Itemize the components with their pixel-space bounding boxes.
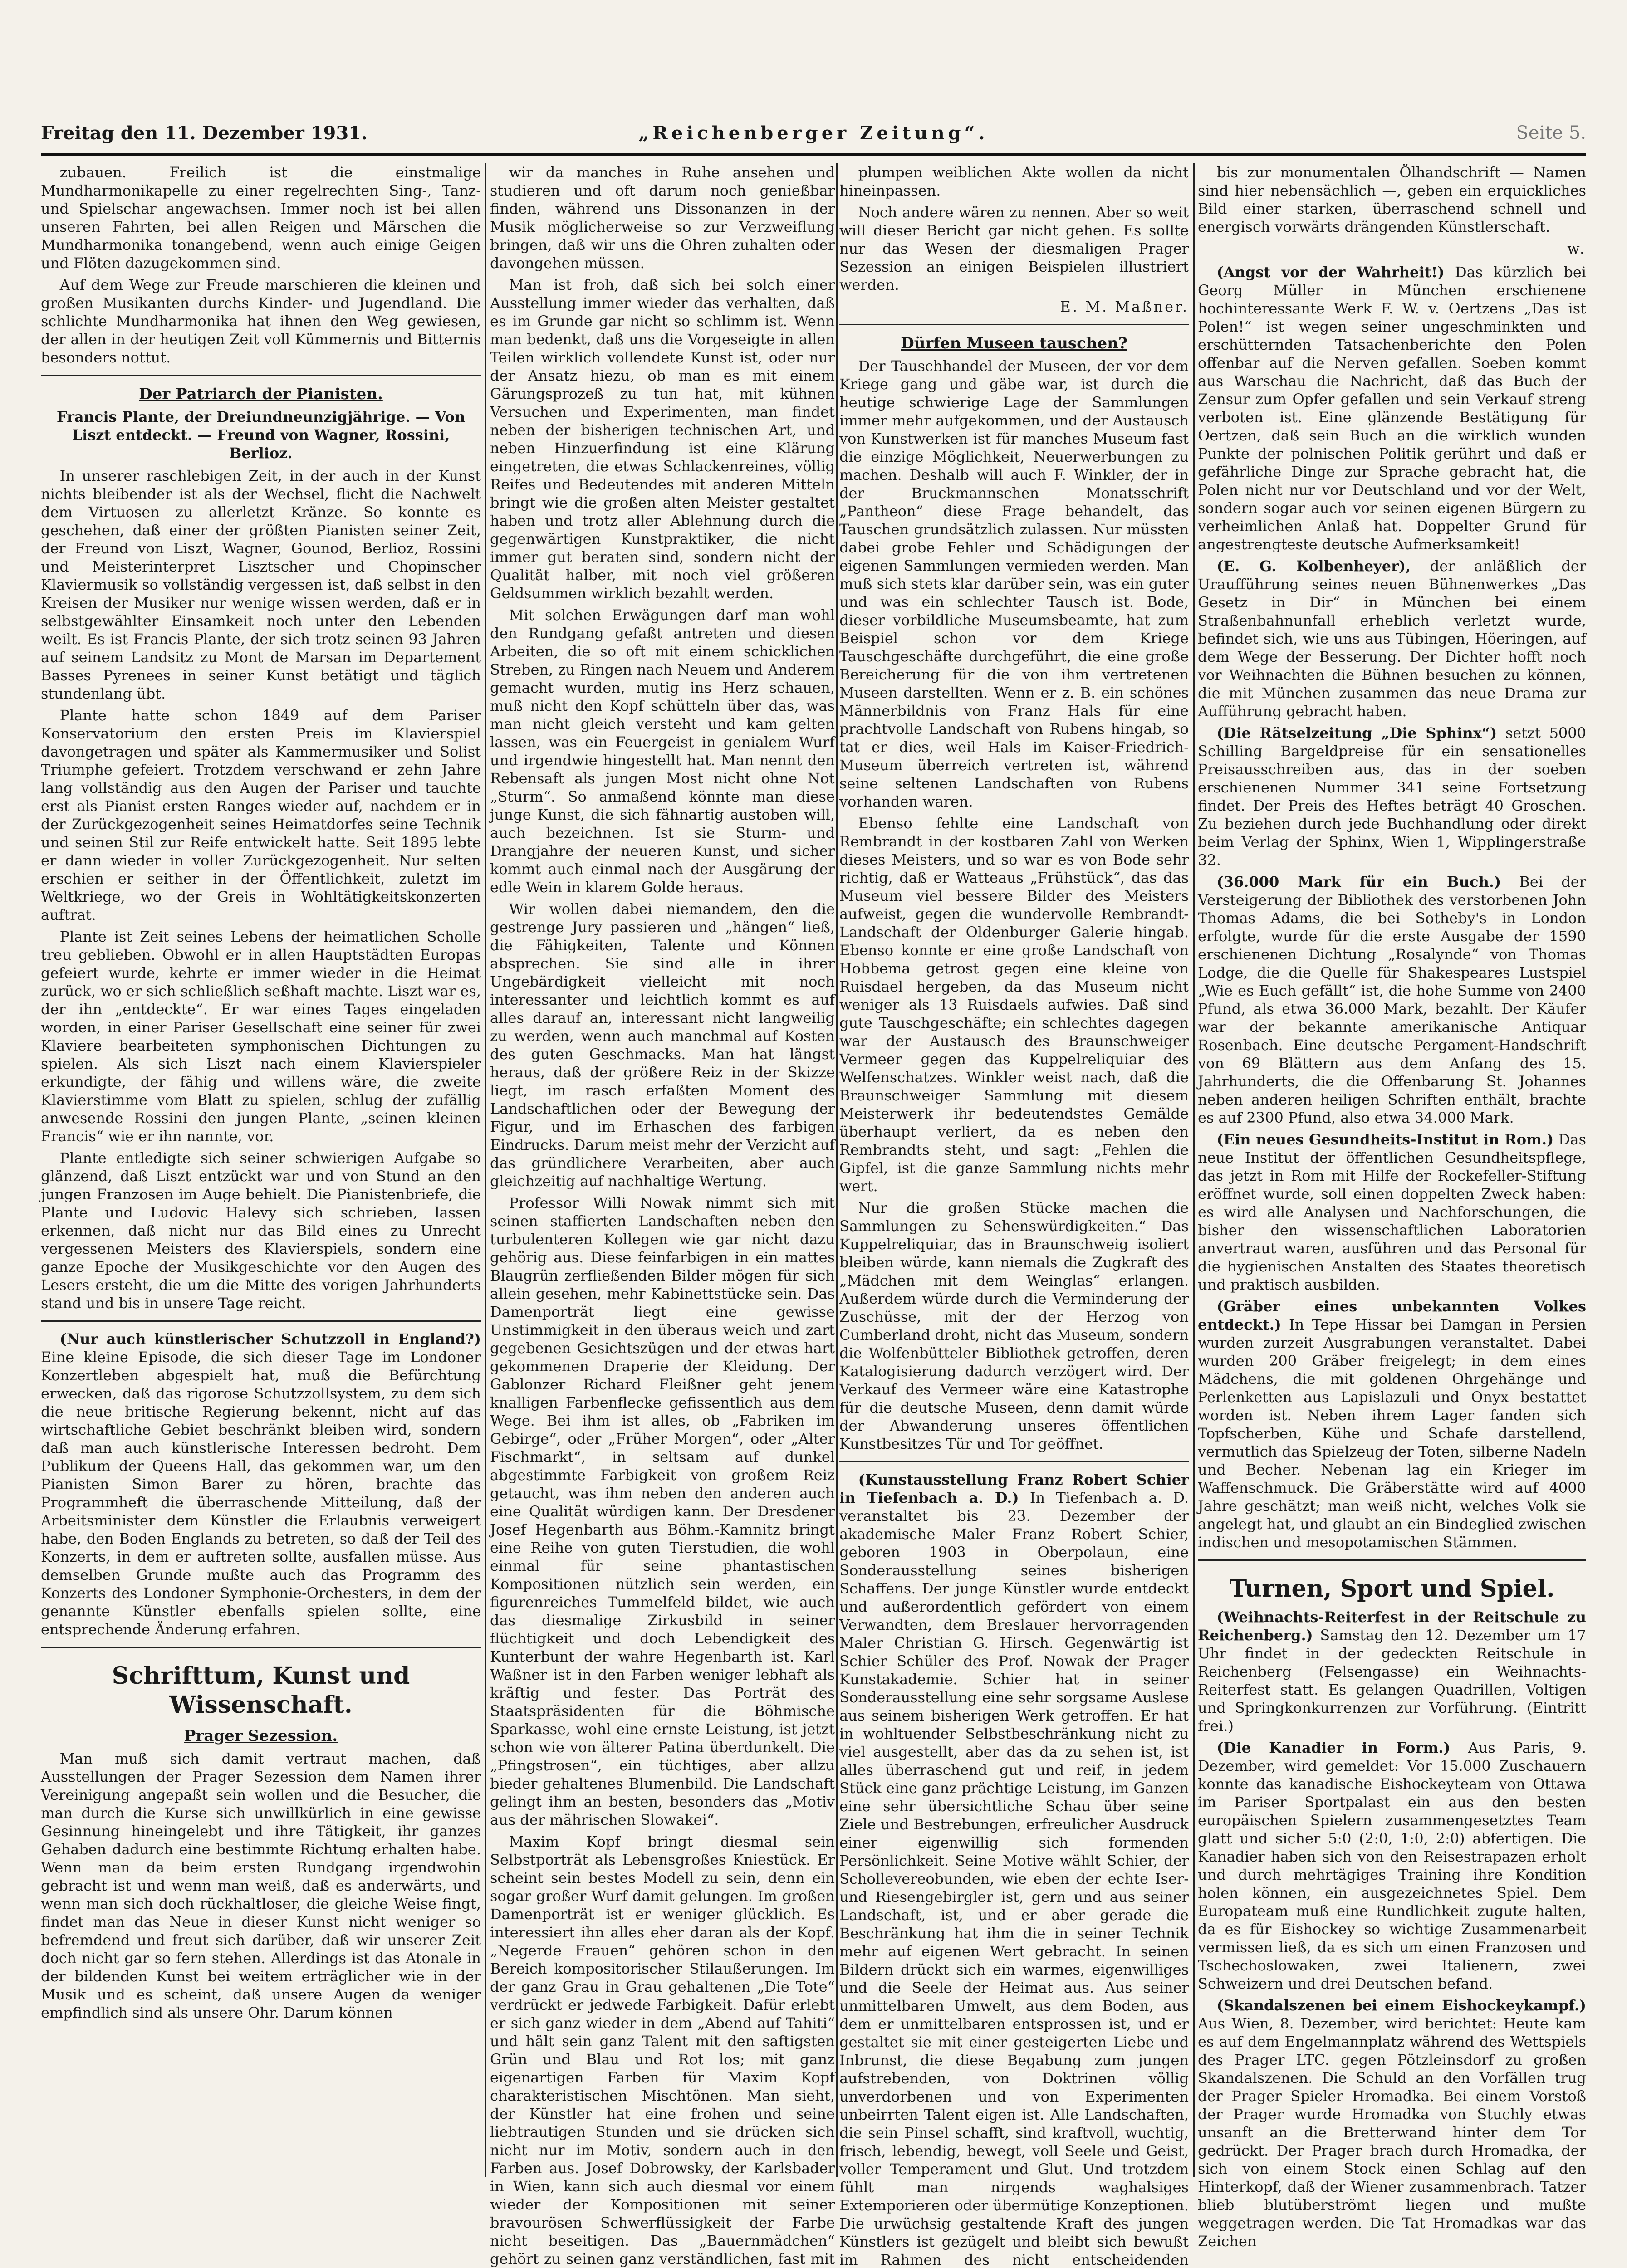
- running-head: [41, 122, 1586, 150]
- paragraph: wir da manches in Ruhe ansehen und studieren und oft darum noch genießbar finden, während uns Dissonanzen in der Musik möglicherweise so zur Verzweiflung bringen, daß wir uns die Ohren zuhalten oder davongehen müssen.: [490, 164, 835, 272]
- item-heading-sphinx: (Die Rätselzeitung „Die Sphinx“): [1216, 724, 1497, 742]
- item-heading-riding: (Weihnachts-Reiterfest in der Reitschule zu Reichenberg.): [1198, 1608, 1586, 1644]
- article-rule: [41, 1320, 481, 1322]
- item-heading-graves: (Gräber eines unbekannten Volkes entdeckt.): [1198, 1298, 1586, 1333]
- article-title-museen: Dürfen Museen tauschen?: [901, 334, 1127, 352]
- paragraph: Mit solchen Erwägungen darf man wohl den Rundgang gefaßt antreten und diesen Arbeiten, die so oft mit einem schicklichen Streben, zu Ringen nach Neuem und Anderem gemacht wurden, mutig ins Herz schauen, muß nicht den Kopf schütteln über das, was man nicht gleich versteht und kam gelten lassen, was ein Feuergeist in genialem Wurf und irgendwie hingestellt hat. Man nennt den Rebensaft als jungen Most nicht ohne Not „Sturm“. So anmaßend könnte man diese junge Kunst, die sich fähnartig austoben will, auch bezeichnen. Ist sie Sturm- und Drangjahre der neueren Kunst, und sicher kommt auch einmal nach der Ausgärung der edle Wein in klarem Golde heraus.: [490, 606, 835, 896]
- column-rule: [485, 163, 486, 2177]
- article-title-pianist: Der Patriarch der Pianisten.: [139, 385, 383, 403]
- article-rule: [41, 375, 481, 376]
- item-heading-angst: (Angst vor der Wahrheit!): [1216, 264, 1445, 281]
- paragraph: Noch andere wären zu nennen. Aber so weit will dieser Bericht gar nicht gehen. Es sollte nur das Wesen der diesmaligen Prager Sezession an einigen Beispielen illustriert werden.: [839, 204, 1189, 293]
- paragraph: Aus Paris, 9. Dezember, wird gemeldet: Vor 15.000 Zuschauern konnte das kanadische Eishockeyteam von Ottawa im Pariser Sportpalast ein aus den besten europäischen Spielern zusammengesetztes Team glatt und sicher 5:0 (2:0, 1:0, 2:0) abfertigen. Die Kanadier haben sich von den Reisestrapazen erholt und durch mehrtägiges Training ihre Kondition holen können, ein ausgezeichnetes Spiel. Dem Europateam muß eine Rundlichkeit zugute halten, da es für Eishockey so wichtige Zusammenarbeit vermissen ließ, da es sich um einen Franzosen und Tschechoslowaken, zwei Italienern, zwei Schweizern und drei Deutschen befand.: [1198, 1739, 1587, 1992]
- item-heading-kolbenheyer: (E. G. Kolbenheyer),: [1216, 557, 1411, 575]
- column-rule: [836, 163, 838, 2177]
- paragraph: Aus Wien, 8. Dezember, wird berichtet: Heute kam es auf dem Engelmannplatz während des Wettspiels des Prager LTC. gegen Pötzleinsdorf zu großen Skandalszenen. Die Schuld an den Vorfällen trug der Prager Spieler Hromadka. Bei einem Vorstoß der Prager wurde Hromadka von Stuchly etwas unsanft an die Bretterwand hinter dem Tor gedrückt. Der Prager brach durch Hromadka, der sich von einem Stock einen Schlag auf den Hinterkopf, daß der Wiener zusammenbrach. Tatzer blieb blutüberströmt liegen und mußte weggetragen werden. Die Tat Hromadkas war das Zeichen: [1198, 2015, 1586, 2250]
- article-rule: [1198, 1559, 1586, 1561]
- paragraph: Der Tauschhandel der Museen, der vor dem Kriege gang und gäbe war, ist durch die heutige schwierige Lage der Sammlungen immer mehr aufgekommen, und der Austausch von Kunstwerken ist für manches Museum fast die einzige Möglichkeit, Neuerwerbungen zu machen. Deshalb will auch F. Winkler, der in der Bruckmannschen Monatsschrift „Pantheon“ diese Frage behandelt, das Tauschen grundsätzlich zulassen. Nur müssten dabei grobe Fehler und Schädigungen der eigenen Sammlungen vermieden werden. Man muß sich stets klar darüber sein, was ein guter und was ein schlechter Tausch ist. Bode, dieser vorbildliche Museumsbeamte, hat zum Beispiel schon vor dem Kriege Tauschgeschäfte durchgeführt, die eine große Bereicherung für die von ihm vertretenen Museen darstellten. Wenn er z. B. ein schönes Männerbildnis von Franz Hals für eine prachtvolle Landschaft von Rubens hingab, so tat er dies, weil Hals im Kaiser-Friedrich-Museum überreich vertreten ist, während seine seltenen Landschaften von Rubens vorhanden waren.: [839, 357, 1189, 810]
- item-heading-schutzzoll: (Nur auch künstlerischer Schutzzoll in England?): [59, 1330, 481, 1348]
- column-1: [41, 163, 481, 2177]
- article-rule: [41, 1647, 481, 1648]
- section-heading-sport: Turnen, Sport und Spiel.: [1229, 1575, 1555, 1603]
- paragraph: Bei der Versteigerung der Bibliothek des verstorbenen John Thomas Adams, die bei Sotheby's in London erfolgte, wurde für die erste Ausgabe der 1590 erschienenen Dichtung „Rosalynde“ von Thomas Lodge, die die Quelle für Shakespeares Lustspiel „Wie es Euch gefällt“ ist, die hohe Summe von 2400 Pfund, als etwa 36.000 Mark, bezahlt. Der Käufer war der bekannte amerikanische Antiquar Rosenbach. Eine deutsche Pergament-Handschrift von 69 Blättern aus dem Anfang des 15. Jahrhunderts, die die Offenbarung St. Johannes neben anderen heiligen Schriften enthält, brachte es auf 2300 Pfund, also etwa 34.000 Mark.: [1198, 873, 1586, 1126]
- paragraph: Nur die großen Stücke machen die Sammlungen zu Sehenswürdigkeiten.“ Das Kuppelreliquiar, das in Braunschweig isoliert bleiben würde, kann niemals die Zugkraft des „Mädchen mit dem Weinglas“ erlangen. Außerdem würde durch die Verminderung der Zuschüsse, mit der der Herzog von Cumberland droht, nicht das Museum, sondern die Wolfenbütteler Bibliothek getroffen, deren Katalogisierung dadurch verzögert wird. Der Verkauf des Vermeer wäre eine Katastrophe für die deutsche Museen, denn damit würde der Abwanderung unseres öffentlichen Kunstbesitzes Tür und Tor geöffnet.: [839, 1199, 1189, 1452]
- paragraph: zubauen. Freilich ist die einstmalige Mundharmonikapelle zu einer regelrechten Sing-, Tanz- und Spielschar angewachsen. Immer noch ist bei allen unseren Fahrten, bei allen Reigen und Märschen die Mundharmonika tonangebend, wenn auch einige Geigen und Flöten dazugekommen sind.: [41, 164, 481, 272]
- article-rule: [839, 1461, 1189, 1462]
- column-3: [839, 163, 1189, 2268]
- paragraph: Das kürzlich bei Georg Müller in München erschienene hochinteressante Werk F. W. v. Oertzens „Das ist Polen!“ ist wegen seiner ungeschminkten und erschütternden Tatsachenberichte den Polen offenbar auf die Nerven gefallen. Soeben kommt aus Warschau die Nachricht, daß das Buch der Zensur zum Opfer gefallen und sein Verkauf streng verboten ist. Eine glänzende Bestätigung für Oertzen, daß sein Buch an die wirklich wunden Punkte der polnischen Politik gerührt und daß er gefährliche Dinge zur Sprache gebracht hat, die Polen nicht nur vor Deutschland und vor der Welt, sondern sogar auch vor seinen eigenen Bürgern zu verheimlichen Anlaß hat. Doppelter Grund für angestrengteste deutsche Aufmerksamkeit!: [1198, 264, 1587, 553]
- article-rule: [839, 324, 1189, 325]
- item-heading-schier: (Kunstausstellung Franz Robert Schier in Tiefenbach a. D.): [839, 1471, 1189, 1506]
- author-byline: E. M. Maßner.: [1060, 298, 1189, 315]
- item-heading-book-auction: (36.000 Mark für ein Buch.): [1216, 873, 1501, 890]
- paragraph: setzt 5000 Schilling Bargeldpreise für ein sensationelles Preisausschreiben aus, das in der soeben erschienenen Nummer 341 seine Fortsetzung findet. Der Preis des Heftes beträgt 40 Groschen. Zu beziehen durch jede Buchhandlung oder direkt beim Verlag der Sphinx, Wien 1, Wipplingerstraße 32.: [1198, 724, 1587, 869]
- item-heading-rome-institute: (Ein neues Gesundheits-Institut in Rom.): [1216, 1131, 1554, 1148]
- paragraph: Plante entledigte sich seiner schwierigen Aufgabe so glänzend, daß Liszt entzückt war und von Stund an den jungen Franzosen im Auge behielt. Die Pianistenbriefe, die Plante und Ludovic Halevy sich schrieben, lassen erkennen, daß nicht nur das Bild eines zu Unrecht vergessenen Meisters des Klavierspiels, sondern eine ganze Epoche der Musikgeschichte vor den Augen des Lesers ersteht, die um die Mitte des vorigen Jahrhunderts stand und bis in unsere Tage reicht.: [41, 1149, 481, 1312]
- page-number: Seite 5.: [1516, 122, 1586, 143]
- section-heading-culture: Schrifttum, Kunst und Wissenschaft.: [112, 1662, 410, 1719]
- paragraph: Eine kleine Episode, die sich dieser Tage im Londoner Konzertleben abgespielt hat, muß die Befürchtung erwecken, daß das rigorose Schutzzollsystem, zu dem sich die neue britische Regierung bekennt, nicht auf das wirtschaftliche Gebiet beschränkt bleiben wird, sondern daß man auch künstlerische Interessen bedroht. Dem Publikum der Queens Hall, das gekommen war, um den Pianisten Simon Barer zu hören, brachte das Programmheft die überraschende Mitteilung, daß der Arbeitsminister dem Künstler die Erlaubnis verweigert habe, den Boden Englands zu betreten, so daß der Teil des Konzerts, in dem er auftreten sollte, ausfallen müsse. Aus demselben Grunde mußte auch das Programm des Konzerts des Londoner Symphonie-Orchesters, in dem der genannte Künstler ebenfalls spielen sollte, eine entsprechende Änderung erfahren.: [41, 1349, 481, 1638]
- paragraph: Maxim Kopf bringt diesmal sein Selbstporträt als Lebensgroßes Kniestück. Er scheint sein bestes Modell zu sein, denn ein sogar großer Wurf damit gelungen. Im großen Damenporträt ist er weniger glücklich. Es interessiert ihn alles eher daran als der Kopf. „Negerde Frauen“ gehören schon in den Bereich kompositorischer Stilaußerungen. Im der ganz Grau in Grau gehaltenen „Die Tote“ verdrückt er jedwede Farbigkeit. Dafür erlebt er sich ganz wieder in dem „Abend auf Tahiti“ und hält sein ganz Talent mit den saftigsten Grün und Blau und Rot los; mit ganz eigenartigen Farben für Maxim Kopf charakteristischen Mischtönen. Man sieht, der Künstler hat eine frohen und seine liebtrautigen Stunden und sie drücken sich nicht nur im Motiv, sondern auch in den Farben aus. Josef Dobrowsky, der Karlsbader in Wien, kann sich auch diesmal vor einem wieder der Kompositionen mit seiner bravourösen Schwerflüssigkeit der Farbe nicht beseitigen. Das „Bauernmädchen“ gehört zu seinen ganz verständlichen, fast mit: [490, 1833, 835, 2268]
- paragraph: plumpen weiblichen Akte wollen da nicht hineinpassen.: [839, 164, 1189, 199]
- paragraph: Samstag den 12. Dezember um 17 Uhr findet in der gedeckten Reitschule in Reichenberg (Felsengasse) ein Weihnachts-Reiterfest statt. Es gelangen Quadrillen, Voltigen und Springkonkurrenzen zur Vorführung. (Eintritt frei.): [1198, 1627, 1586, 1735]
- column-2: [490, 163, 835, 2268]
- item-heading-canadians: (Die Kanadier in Form.): [1216, 1739, 1451, 1756]
- paragraph: der anläßlich der Uraufführung seines neuen Bühnenwerkes „Das Gesetz in Dir“ in München bei einem Straßenbahnunfall erheblich verletzt wurde, befindet sich, wie uns aus Tübingen, Höeringen, auf dem Wege der Besserung. Der Dichter hofft noch vor Weihnachten die Bühnen besuchen zu können, die mit München zusammen das neue Drama zur Aufführung gebracht haben.: [1198, 557, 1587, 720]
- paragraph: In Tepe Hissar bei Damgan in Persien wurden zurzeit Ausgrabungen veranstaltet. Dabei wurden 200 Gräber freigelegt; in dem eines Mädchens, die mit goldenen Ohrgehänge und Perlenketten aus Lapislazuli und Onyx bestattet worden ist. Neben ihrem Lager fanden sich Topfscherben, Kühe und Schafe darstellend, vermutlich das Spielzeug der Toten, silberne Nadeln und Becher. Nebenan lag ein Krieger im Waffenschmuck. Die Gräberstätte wird auf 4000 Jahre geschätzt; man weiß nicht, welches Volk sie angelegt hat, und glaubt an ein Bindeglied zwischen indischen und mesopotamischen Stämmen.: [1198, 1316, 1587, 1551]
- paragraph: Wir wollen dabei niemandem, den die gestrenge Jury passieren und „hängen“ ließ, die Fähigkeiten, Talente und Können absprechen. Sie sind alle in ihrer Ungebärdigkeit vielleicht mit noch interessanter und leichtlich kommt es auf alles darauf an, interessant nicht langweilig zu werden, wenn auch manchmal auf Kosten des guten Geschmacks. Man hat längst heraus, daß der größere Reiz in der Skizze liegt, im rasch erfaßten Moment des Landschaftlichen oder der Bewegung der Figur, und im Erhaschen des farbigen Eindrucks. Darum meist mehr der Verzicht auf das gründlichere Verarbeiten, aber auch gleichzeitig auf nachhaltige Wertung.: [490, 900, 835, 1190]
- paragraph: Man ist froh, daß sich bei solch einer Ausstellung immer wieder das verhalten, daß es im Grunde gar nicht so schlimm ist. Wenn man bedenkt, daß uns die Vorgeseigte in allen Teilen wirklich vollendete Kunst ist, oder nur der Ansatz hiezu, ob man es mit einem Gärungsprozeß zu tun hat, mit kühnen Versuchen und Experimenten, man findet neben der bisherigen technischen Art, und neben Hinzuerfindung ist eine Klärung eingetreten, die etwas Schlackenreines, völlig Reifes und Bedeutendes mit anderen Mitteln bringt wie die großen alten Meister gestaltet haben und trotz aller Ablehnung durch die gegenwärtigen Kunstpraktiker, die nicht immer gut beraten sind, sondern nicht der Qualität halber, mit noch viel größeren Geldsummen wirklich bezahlt werden.: [490, 276, 835, 602]
- paragraph: Auf dem Wege zur Freude marschieren die kleinen und großen Musikanten durchs Kinder- und Jugendland. Die schlichte Mundharmonika hat ihnen den Weg gewiesen, der allen in der heutigen Zeit voll Kümmernis und Bitternis besonders nottut.: [41, 276, 481, 366]
- article-subtitle-pianist: Francis Plante, der Dreiundneunzigjährige. — Von Liszt entdeckt. — Freund von Wagner, Rossini, Berlioz.: [56, 408, 466, 462]
- column-rule: [1193, 163, 1195, 2177]
- paragraph: bis zur monumentalen Ölhandschrift — Namen sind hier nebensächlich —, geben ein erquickliches Bild einer starken, überraschend schnell und energisch vorwärts drängenden Künstlerschaft.: [1198, 164, 1586, 235]
- item-heading-hockey-scandal: (Skandalszenen bei einem Eishockeykampf.): [1216, 1997, 1586, 2014]
- article-title-sezession: Prager Sezession.: [184, 1727, 338, 1745]
- paragraph: Man muß sich damit vertraut machen, daß Ausstellungen der Prager Sezession dem Namen ihrer Vereinigung angepaßt sein wollen und die Besucher, die man durch die Kurse sich unwillkürlich in eine gewisse Gesinnung hineingelebt und ihre Tätigkeit, ihr ganzes Gehaben dadurch eine bestimmte Richtung erhalten habe. Wenn man da beim ersten Rundgang irgendwohin gebracht ist und wenn man weiß, daß es anderwärts, und wenn man sich doch rückhaltloser, die gleiche Weise fingt, findet man das Neue in dieser Kunst nicht weniger so befremdend und freut sich darüber, daß wir unserer Zeit doch nicht gar so fern stehen. Allerdings ist das Atonale in der bildenden Kunst bei weitem erträglicher wie in der Musik und es scheint, daß unsere Augen da weniger empfindlich sind als unsere Ohr. Darum können: [41, 1750, 481, 2021]
- paragraph: Das neue Institut der öffentlichen Gesundheitspflege, das jetzt in Rom mit Hilfe der Rockefeller-Stiftung eröffnet wurde, soll einen doppelten Zweck haben: es wird alle Analysen und Nachforschungen, die bisher den wissenschaftlichen Laboratorien anvertraut waren, ausführen und das Personal für die hygienischen Anstalten des Staates theoretisch und praktisch ausbilden.: [1198, 1131, 1587, 1293]
- paragraph: Ebenso fehlte eine Landschaft von Rembrandt in der kostbaren Zahl von Werken dieses Meisters, und so war es von Bode sehr richtig, daß er Watteaus „Frühstück“, das das Museum viel bessere Bilder des Meisters aufweist, gegen die wundervolle Rembrandt-Landschaft der Oldenburger Galerie hingab. Ebenso konnte er eine große Landschaft von Hobbema getrost gegen eine kleine von Ruisdael hergeben, da das Museum nicht weniger als 13 Ruisdaels aufwies. Daß sind gute Tauschgeschäfte; ein schlechtes dagegen war der Austausch des Braunschweiger Vermeer gegen das Kuppelreliquiar des Welfenschatzes. Winkler weist nach, daß die Braunschweiger Sammlung mit diesem Meisterwerk ihr bedeutendstes Gemälde überhaupt verliert, da es neben den Rembrandts steht, und sagt: „Fehlen die Gipfel, ist die ganze Sammlung nichts mehr wert.: [839, 815, 1189, 1195]
- header-rule: [41, 153, 1586, 156]
- newspaper-title: „Reichenberger Zeitung“.: [638, 122, 989, 144]
- column-4: [1198, 163, 1587, 2250]
- paragraph: In unserer raschlebigen Zeit, in der auch in der Kunst nichts bleibender ist als der Wechsel, flicht die Nachwelt dem Virtuosen zu allerletzt Kränze. So konnte es geschehen, daß einer der größten Pianisten seiner Zeit, der Freund von Liszt, Wagner, Gounod, Berlioz, Rossini und Meisterinterpret Lisztscher und Chopinscher Klaviermusik so vollständig vergessen ist, daß selbst in den Kreisen der Musiker nur wenige wissen werden, daß er in selbstgewählter Einsamkeit noch unter den Lebenden weilt. Es ist Francis Plante, der sich trotz seinen 93 Jahren auf seinem Landsitz zu Mont de Marsan im Departement Basses Pyrenees in seiner Kunst betätigt und täglich stundenlang übt.: [41, 467, 481, 702]
- author-signature: w.: [1567, 240, 1586, 257]
- issue-date: Freitag den 11. Dezember 1931.: [41, 122, 368, 144]
- paragraph: In Tiefenbach a. D. veranstaltet bis 23. Dezember der akademische Maler Franz Robert Schier, geboren 1903 in Oberpolaun, eine Sonderausstellung seines bisherigen Schaffens. Der junge Künstler wurde entdeckt und außerordentlich gefördert von einem Verwandten, dem Breslauer hervorragenden Maler Christian G. Hirsch. Gegenwärtig ist Schier Schüler des Prof. Nowak der Prager Kunstakademie. Schier hat in seiner Sonderausstellung eine sehr sorgsame Auslese aus seinem bisherigen Werk getroffen. Er hat in wohltuender Selbstbeschränkung nicht zu viel ausgestellt, aber das da zu sehen ist, ist alles überraschend gut und reif, in jedem Stück eine ganz prächtige Leistung, im Ganzen eine sehr übersichtliche Schau über seine Ziele und Bestrebungen, erfreulicher Ausdruck einer eigenwillig sich formenden Persönlichkeit. Seine Motive wählt Schier, der Schollevereobunden, wie eben der echte Iser- und Riesengebirgler ist, gern und aus seiner Landschaft, ist, und er aber gerade die Beschränkung hat ihm die in seiner Technik mehr auf eigenen Wert gebracht. In seinen Bildern drückt sich ein warmes, eigenwilliges und die Seele der Heimat aus. Aus seiner unmittelbaren Umwelt, aus dem Boden, aus dem er unmittelbaren entsprossen ist, und er gestaltet sie mit einer gesteigerten Liebe und Inbrunst, die diese Begabung zum jungen aufstrebenden, von Doktrinen völlig unverdorbenen und von Experimenten unbeirrten Talent eigen ist. Alle Landschaften, die sein Pinsel schafft, sind kraftvoll, wuchtig, frisch, lebendig, bewegt, voll Seele und Geist, voller Temperament und Glut. Und trotzdem fühlt man nirgends waghalsiges Extemporieren oder übermütige Konzeptionen. Die urwüchsig gestaltende Kraft des jungen Künstlers ist gezügelt und bleibt sich bewußt im Rahmen des nicht entscheidenden: [839, 1489, 1189, 2268]
- paragraph: Plante hatte schon 1849 auf dem Pariser Konservatorium den ersten Preis im Klavierspiel davongetragen und später als Kammermusiker und Solist Triumphe gefeiert. Trotzdem verschwand er zehn Jahre lang vollständig aus den Augen der Pariser und tauchte erst als Pianist ersten Ranges wieder auf, nachdem er in der Zurückgezogenheit seines Heimatdorfes seine Technik und seinen Stil zur Reife entwickelt hatte. Seit 1895 lebte er dann wieder in voller Zurückgezogenheit. Nur selten erschien er seither in der Öffentlichkeit, zuletzt im Weltkriege, wo der Greis in Wohltätigkeitskonzerten auftrat.: [41, 707, 481, 924]
- paragraph: Plante ist Zeit seines Lebens der heimatlichen Scholle treu geblieben. Obwohl er in allen Hauptstädten Europas gefeiert wurde, kehrte er immer wieder in die Heimat zurück, wo er sich schließlich seßhaft machte. Liszt war es, der ihn „entdeckte“. Er war eines Tages eingeladen worden, in einer Pariser Gesellschaft eine seiner für zwei Klaviere bearbeiteten symphonischen Dichtungen zu spielen. Als sich Liszt nach einem Klavierspieler erkundigte, der fähig und willens wäre, die zweite Klavierstimme vom Blatt zu spielen, schlug der zufällig anwesende Rossini den jungen Plante, „seinen kleinen Francis“ wie er ihn nannte, vor.: [41, 928, 481, 1145]
- paragraph: Professor Willi Nowak nimmt sich mit seinen staffierten Landschaften neben den turbulenteren Kollegen wie gar nicht dazu gehörig aus. Diese feinfarbigen in ein mattes Blaugrün zerfließenden Bilder mögen für sich allein gesehen, mehr Kabinettstücke sein. Das Damenporträt liegt eine gewisse Unstimmigkeit in den überaus weich und zart gegebenen Gesichtszügen und der etwas hart gekommenen Draperie der Kleidung. Der Gablonzer Richard Fleißner geht jenem knalligen Farbenflecke gefissentlich aus dem Wege. Bei ihm ist alles, ob „Fabriken im Gebirge“, oder „Früher Morgen“, oder „Alter Fischmarkt“, in seltsam auf dunkel abgestimmte Farbigkeit von großem Reiz getaucht, was ihm neben den anderen auch eine Qualität würdigen kann. Der Dresdener Josef Hegenbarth aus Böhm.-Kamnitz bringt eine Reihe von guten Tierstudien, die wohl einmal für seine phantastischen Kompositionen nützlich sein werden, ein figurenreiches Tummelfeld bildet, wie auch das diesmalige Zirkusbild in seiner flüchtigkeit und doch Lebendigkeit des Kunterbunt der wahre Hegenbarth ist. Karl Waßner ist in den Farben weniger lebhaft als kräftig und fester. Das Porträt des Staatspräsidenten für die Böhmische Sparkasse, wohl eine ernste Leistung, ist jetzt schon wie von älterer Patina überdunkelt. Die „Pfingstrosen“, ein tüchtiges, aber allzu bieder gehaltenes Blumenbild. Die Landschaft gelingt ihm an besten, besonders das „Motiv aus der mährischen Slowakei“.: [490, 1194, 835, 1828]
